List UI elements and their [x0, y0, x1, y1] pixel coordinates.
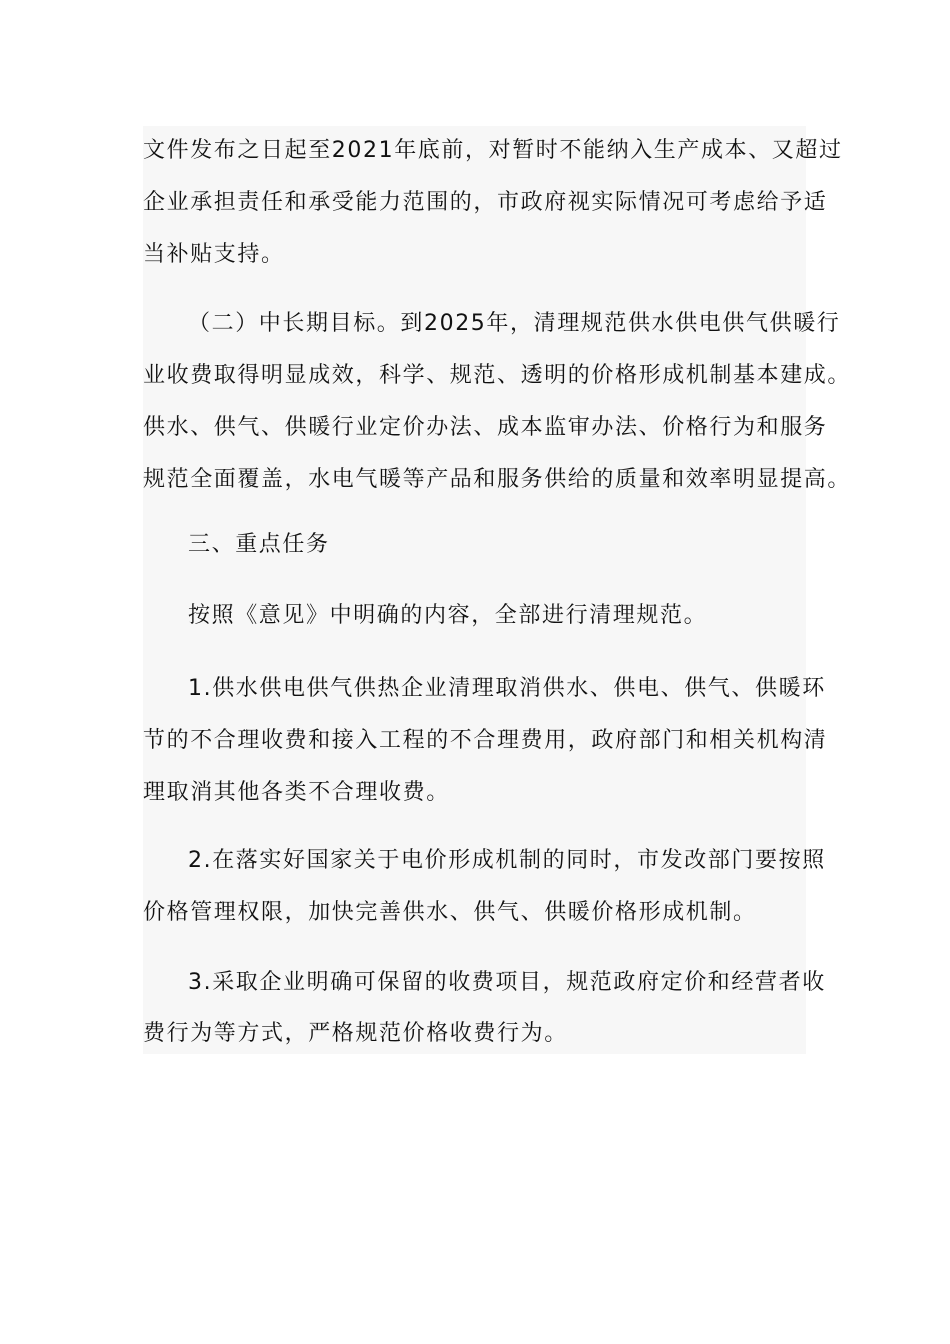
list-item-line: 费行为等方式，严格规范价格收费行为。 [143, 1021, 568, 1046]
paragraph-line: （二）中长期目标。到2025年，清理规范供水供电供气供暖行 [188, 311, 841, 336]
paragraph-line: 文件发布之日起至2021年底前，对暂时不能纳入生产成本、又超过 [143, 138, 843, 163]
section-heading: 三、重点任务 [188, 532, 330, 557]
paragraph-line: 规范全面覆盖，水电气暖等产品和服务供给的质量和效率明显提高。 [143, 467, 852, 492]
list-item-line: 3.采取企业明确可保留的收费项目，规范政府定价和经营者收 [188, 970, 826, 995]
paragraph-line: 供水、供气、供暖行业定价办法、成本监审办法、价格行为和服务 [143, 415, 828, 440]
paragraph-line: 业收费取得明显成效，科学、规范、透明的价格形成机制基本建成。 [143, 363, 852, 388]
paragraph-line: 当补贴支持。 [143, 242, 285, 267]
list-item-line: 1.供水供电供气供热企业清理取消供水、供电、供气、供暖环 [188, 676, 826, 701]
list-item-line: 节的不合理收费和接入工程的不合理费用，政府部门和相关机构清 [143, 728, 828, 753]
document-body [143, 126, 852, 1054]
paragraph-line: 按照《意见》中明确的内容，全部进行清理规范。 [188, 603, 708, 628]
list-item-line: 2.在落实好国家关于电价形成机制的同时，市发改部门要按照 [188, 848, 826, 873]
list-item-line: 价格管理权限，加快完善供水、供气、供暖价格形成机制。 [143, 900, 757, 925]
paragraph-line: 企业承担责任和承受能力范围的，市政府视实际情况可考虑给予适 [143, 190, 828, 215]
list-item-line: 理取消其他各类不合理收费。 [143, 780, 450, 805]
